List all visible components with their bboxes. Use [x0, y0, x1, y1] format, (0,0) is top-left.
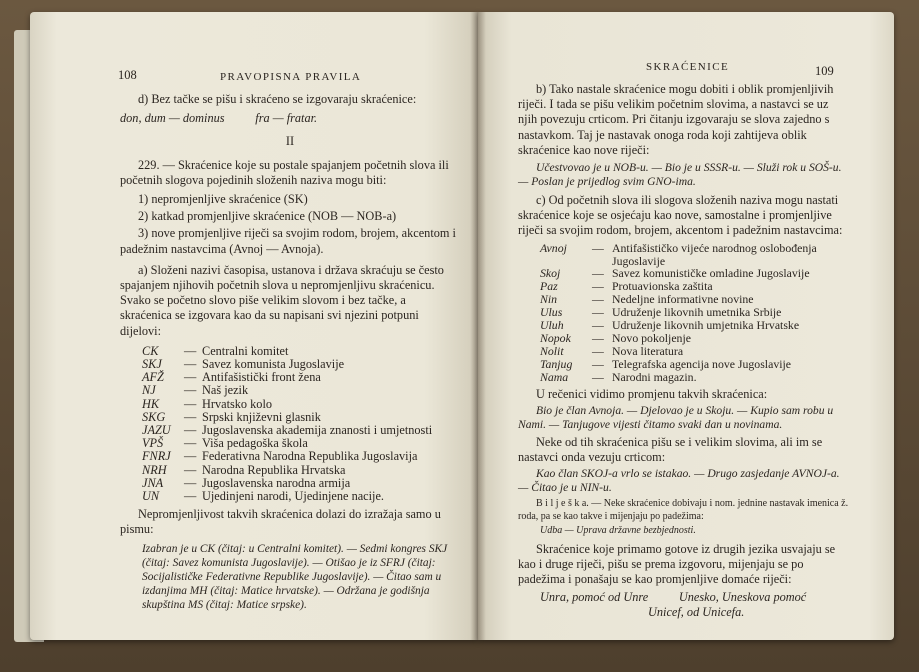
examples-d: Kao član SKOJ-a vrlo se istakao. — Drugo zasjedanje AVNOJ-a. — Čitao je u NIN-u. [518, 467, 840, 495]
abbr-meaning: Naš jezik [202, 383, 249, 398]
abbr-meaning: Jugoslavenska akademija znanosti i umjetnosti [202, 423, 433, 438]
word-meaning: Narodni magazin. [612, 369, 697, 384]
word-abbr: Avnoj [540, 240, 567, 255]
abbr: SKG [142, 409, 166, 424]
word-abbr: Tanjug [540, 356, 573, 371]
examples-e1: Unra, pomoć od Unre Unesko, Uneskova pomoć [540, 589, 807, 604]
right-body [518, 82, 850, 620]
para-neke: Neke od tih skraćenica pišu se i velikim slovima, ali im se nastavci onda vezuju crticom: [518, 434, 823, 464]
word-meaning: Novo pokoljenje [612, 330, 691, 345]
word-abbr: Ulus [540, 305, 563, 320]
list-item: 3) nove promjenljive riječi sa svojim rodom, brojem, akcentom i padežnim nastavcima (Avnoj — Avnoja). [120, 226, 456, 256]
abbr: CK [142, 343, 159, 358]
running-head-left: PRAVOPISNA PRAVILA [220, 71, 362, 83]
abbr-meaning: Srpski književni glasnik [202, 409, 321, 424]
page-number-left: 108 [118, 68, 137, 82]
word-abbr: Nolit [540, 343, 564, 358]
examples-left: Izabran je u CK (čitaj: u Centralni komitet). — Sedmi kongres SKJ (čitaj: Savez komunista Jugoslavije). — Otišao je iz SFRJ (čitaj: Socijalističke Federativne Republike Jugoslavije). — Čitao sam u izdanjima MH (čitaj: Matice hrvatske). — Održana je godišnja skupština MS (čitaj: Matice srpske). [142, 542, 448, 611]
section-heading: II [285, 134, 295, 149]
abbr: JNA [142, 475, 164, 490]
para-skracenice: Skraćenice koje primamo gotove iz drugih jezika usvajaju se kao i druge riječi, pišu se prema izgovoru, mijenjaju se po padežima i ponašaju se kao promjenljive domaće riječi: [518, 541, 836, 587]
examples-b: Učestvovao je u NOB-u. — Bio je u SSSR-u. — Služi rok u SOŠ-u. — Poslan je prijedlog svim GNO-ima. [518, 161, 842, 189]
abbr: NJ [142, 383, 156, 398]
word-meaning: Telegrafska agencija nove Jugoslavije [612, 356, 792, 371]
list-item: 2) katkad promjenljive skraćenice (NOB — NOB-a) [138, 209, 397, 224]
words-table: Avnoj — Antifašističko vijeće narodnog oslobođenja Jugoslavije Skoj — Savez komunističke omladine Jugoslavije Paz — Protuavionska zaštita Nin — Nedeljne informativne novine Ulus — Udruženje likovnih umetnika Srbije Uluh — Udruženje likovnih umjetnika Hrvatske Nopok — Novo pokoljenje Nolit — Nova literatura Tanjug — Telegrafska agencija nove Jugoslavije Nama — Narodni magazin. [540, 242, 850, 384]
abbr: SKJ [142, 357, 162, 372]
word-meaning: Protuavionska zaštita [612, 279, 713, 294]
para-recenici: U rečenici vidimo promjenu takvih skraćenica: [536, 386, 768, 401]
abbr: UN [142, 489, 160, 504]
para-229: 229. — Skraćenice koje su postale spajanjem početnih slova ili početnih slogova pojedinih složenih naziva mogu biti: [120, 157, 449, 187]
book-gutter [470, 12, 486, 640]
item-d-example: don, dum — dominus fra — fratar. [120, 111, 318, 126]
abbr: HK [142, 396, 160, 411]
right-page [478, 12, 894, 640]
abbr-meaning: Centralni komitet [202, 343, 289, 358]
word-meaning: Udruženje likovnih umetnika Srbije [612, 305, 782, 320]
word-meaning: Savez komunističke omladine Jugoslavije [612, 266, 810, 281]
abbr-meaning: Narodna Republika Hrvatska [202, 462, 346, 477]
word-abbr: Paz [540, 279, 558, 294]
para-nepromjenljivost: Nepromjenljivost takvih skraćenica dolazi do izražaja samo u pismu: [120, 507, 441, 537]
abbr-meaning: Jugoslavenska narodna armija [202, 475, 351, 490]
abbr: VPŠ [142, 436, 164, 451]
abbr: AFŽ [142, 370, 164, 385]
abbr: NRH [142, 462, 167, 477]
abbreviation-table: CK — Centralni komitet SKJ — Savez komunista Jugoslavije AFŽ — Antifašistički front žena NJ — Naš jezik HK — Hrvatsko kolo SKG — Srpski književni glasnik JAZU — Jugoslavenska akademija znanosti i umjetnosti VPŠ — Viša pedagoška škola FNRJ — Federativna Narodna Republika Jugoslavija NRH — Narodna Republika Hrvatska JNA — Jugoslavenska narodna armija UN — Ujedinjeni narodi, Ujedinjene nacije. [142, 345, 460, 503]
examples-c: Bio je član Avnoja. — Djelovao je u Skoju. — Kupio sam robu u Nami. — Tanjugove vijesti čitamo svaki dan u novinama. [518, 403, 834, 431]
left-page [30, 12, 478, 640]
abbr: FNRJ [142, 449, 171, 464]
abbr-meaning: Federativna Narodna Republika Jugoslavija [202, 449, 418, 464]
word-abbr: Nopok [540, 330, 571, 345]
abbr-meaning: Antifašistički front žena [202, 370, 321, 385]
abbr-meaning: Savez komunista Jugoslavije [202, 357, 345, 372]
left-body [120, 92, 460, 612]
para-a: a) Složeni nazivi časopisa, ustanova i država skraćuju se često spajanjem njihovih početnih slova u nepromjenljivu skraćenicu. Svako se početno slovo piše velikim slovom i bez tačke, a skraćenica se izgovara kao da su napisani svi njezini potpuni dijelovi: [120, 262, 444, 338]
word-meaning: Antifašističko vijeće narodnog oslobođenja Jugoslavije [612, 240, 817, 268]
item-d: d) Bez tačke se pišu i skraćeno se izgovaraju skraćenice: [138, 92, 417, 106]
para-c: c) Od početnih slova ili slogova složenih naziva mogu nastati skraćenice koje se osjećaju kao nove, samostalne i promjenljive riječi sa svojim rodom, brojem, akcentom i padežnim nastavcima: [518, 193, 843, 238]
note-biljeska: B i l j e š k a. — Neke skraćenice dobivaju i nom. jednine nastavak imenica ž. roda, pa se kao takve i mijenjaju po padežima: [518, 498, 849, 522]
word-meaning: Nedeljne informativne novine [612, 292, 754, 307]
para-b: b) Tako nastale skraćenice mogu dobiti i oblik promjenljivih riječi. I tada se pišu velikim početnim slovima, a nastavci se uz njih povezuju crticom. Pri čitanju izgovaraju se slova zajedno s nastavkom. Taj je nastavak onoga roda koji zahtijeva oblik skraćenice kao nove riječi: [518, 82, 834, 157]
word-meaning: Nova literatura [612, 343, 684, 358]
note-udba: Udba — Uprava državne bezbjednosti. [540, 525, 696, 537]
examples-e2: Unicef, od Unicefa. [648, 604, 745, 619]
word-abbr: Nin [540, 292, 558, 307]
word-abbr: Uluh [540, 318, 564, 333]
abbr-meaning: Viša pedagoška škola [202, 436, 308, 451]
word-meaning: Udruženje likovnih umjetnika Hrvatske [612, 318, 800, 333]
abbr-meaning: Hrvatsko kolo [202, 396, 273, 411]
word-abbr: Nama [540, 369, 569, 384]
word-abbr: Skoj [540, 266, 561, 281]
list-item: 1) nepromjenljive skraćenice (SK) [138, 192, 308, 207]
abbr: JAZU [142, 423, 171, 438]
page-number-right: 109 [815, 64, 834, 78]
abbr-meaning: Ujedinjeni narodi, Ujedinjene nacije. [202, 489, 384, 504]
running-head-right: SKRAĆENICE [646, 61, 730, 73]
